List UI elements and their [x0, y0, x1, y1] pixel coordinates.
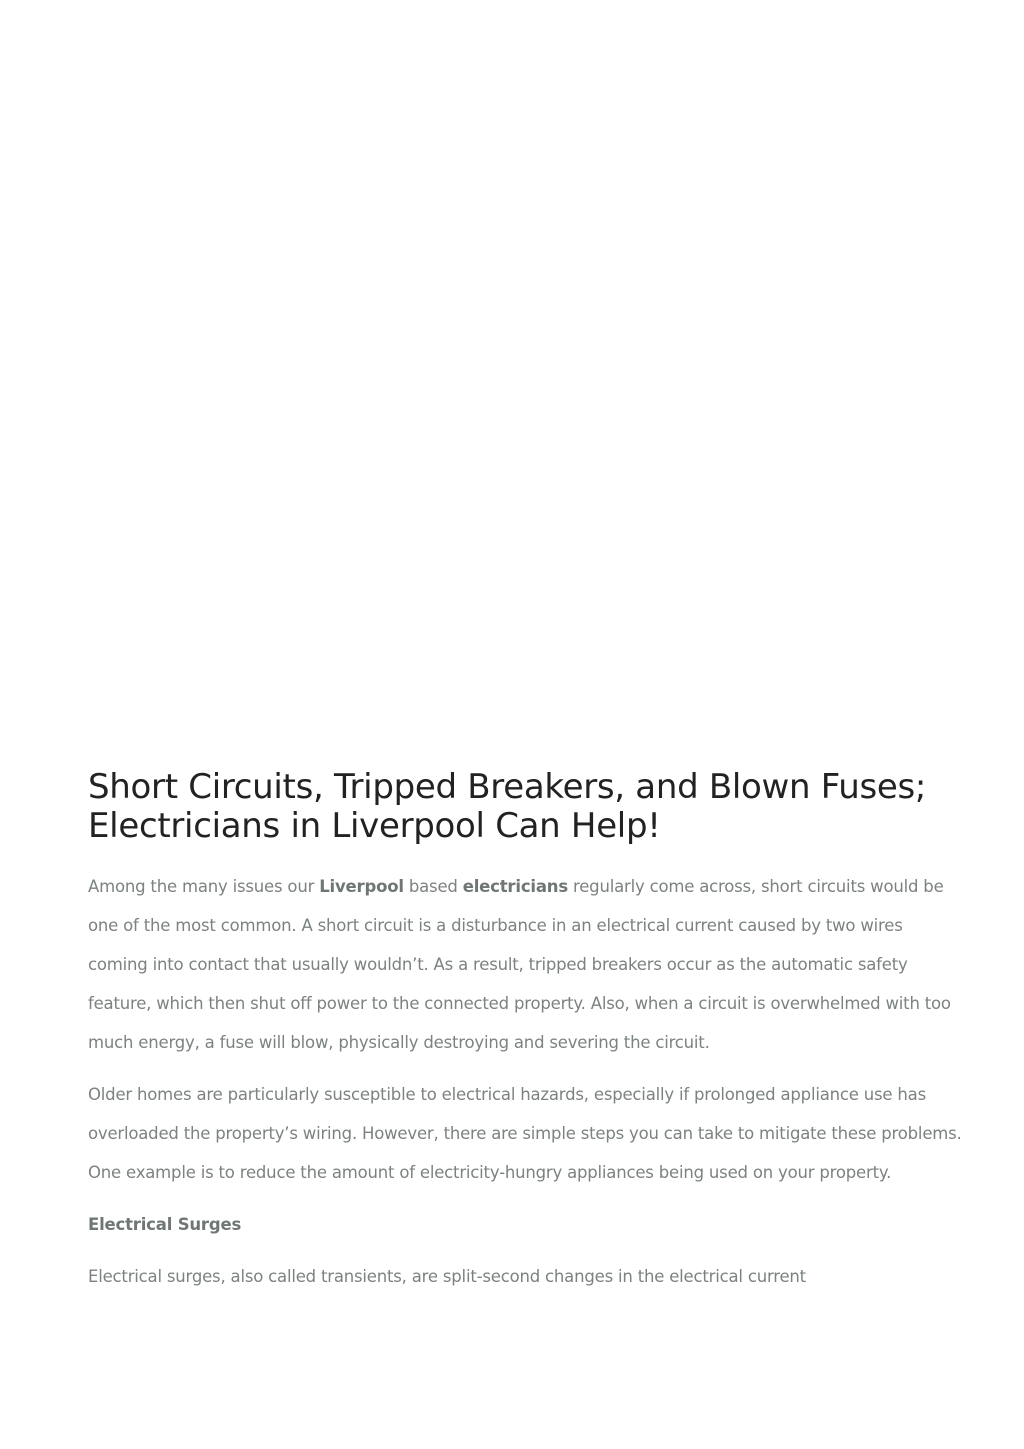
article-title: Short Circuits, Tripped Breakers, and Blown Fuses; Electricians in Liverpool Can Help!	[88, 767, 927, 846]
intro-text-2: based	[403, 877, 463, 896]
surges-paragraph: Electrical surges, also called transients, are split-second changes in the electrical current	[88, 1267, 806, 1286]
keyword-liverpool: Liverpool	[319, 877, 404, 896]
intro-paragraph	[88, 867, 963, 1062]
article-body	[88, 768, 963, 1296]
intro-text-1: Among the many issues our	[88, 877, 320, 896]
keyword-electricians: electricians	[462, 877, 568, 896]
older-homes-paragraph: Older homes are particularly susceptible to electrical hazards, especially if prolonged appliance use has overloaded the property’s wiring. However, there are simple steps you can take to mitigate these problems. One example is to reduce the amount of electricity-hungry appliances being used on your property.	[88, 1085, 962, 1182]
section-heading-electrical-surges: Electrical Surges	[88, 1215, 242, 1234]
intro-text-3: regularly come across, short circuits would be one of the most common. A short circuit is a disturbance in an electrical current caused by two wires coming into contact that usually wouldn’t. As a result, tripped breakers occur as the automatic safety feature, which then shut off power to the connected property. Also, when a circuit is overwhelmed with too much energy, a fuse will blow, physically destroying and severing the circuit.	[88, 877, 951, 1052]
